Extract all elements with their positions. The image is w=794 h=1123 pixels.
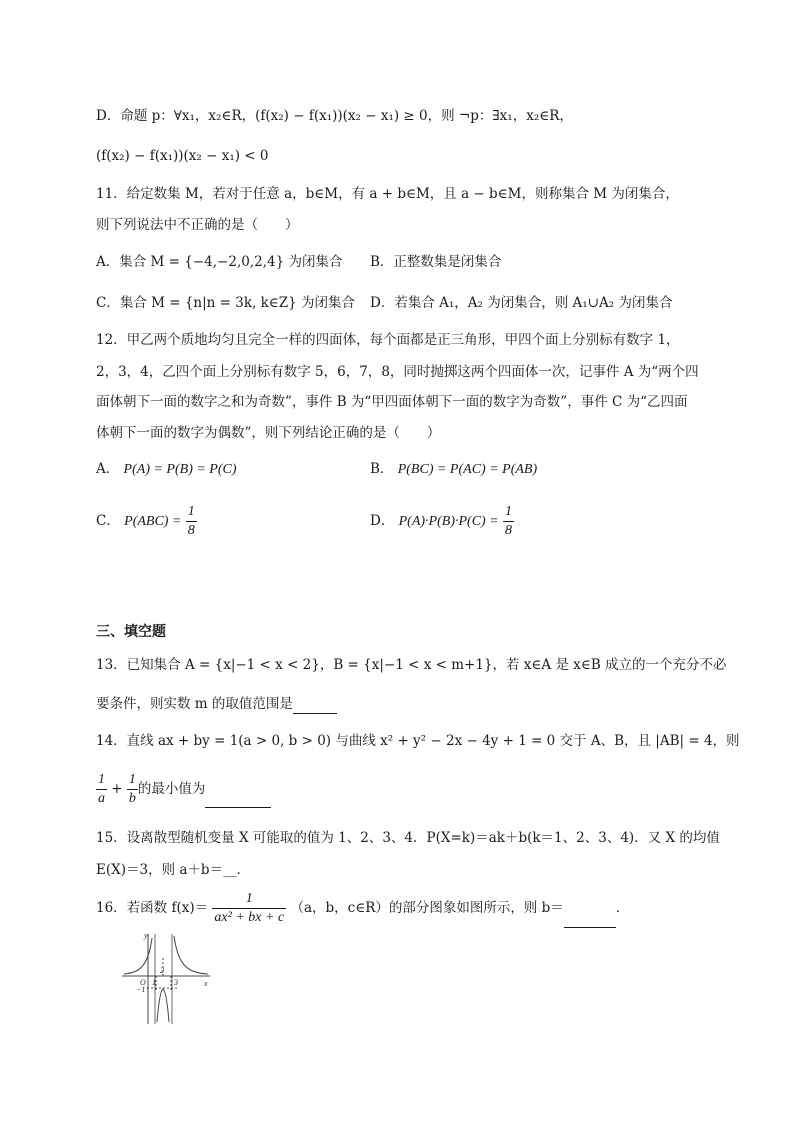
answer-blank bbox=[293, 699, 337, 714]
answer-blank bbox=[205, 793, 271, 808]
fraction-numerator: 1 bbox=[127, 771, 138, 790]
q11-option-a: A．集合 M = {−4,−2,0,2,4} 为闭集合 bbox=[96, 254, 343, 270]
q16-fraction bbox=[212, 890, 286, 927]
q11-option-c: C．集合 M = {n|n = 3k, k∈Z} 为闭集合 bbox=[96, 295, 356, 311]
fraction-denominator: b bbox=[128, 791, 136, 806]
tick-1-label: 1 bbox=[152, 978, 156, 987]
q14-fraction-1b bbox=[127, 771, 138, 808]
q14-line2-text: 的最小值为 bbox=[137, 781, 206, 797]
q12-option-b-label: B． bbox=[370, 461, 394, 477]
q12-stem-line1: 12．甲乙两个质地均匀且完全一样的四面体，每个面都是正三角形，甲四个面上分别标有数字 1， bbox=[96, 332, 680, 348]
q14-line2 bbox=[96, 770, 271, 808]
q11-stem-line2: 则下列说法中不正确的是（ ） bbox=[96, 217, 299, 233]
q16-prefix: 16．若函数 f(x)＝ bbox=[96, 900, 209, 916]
q12-option-c-label: C． bbox=[96, 513, 120, 529]
q11-stem-line1: 11．给定数集 M，若对于任意 a，b∈M，有 a + b∈M，且 a − b∈M，则称集合 M 为闭集合， bbox=[96, 186, 679, 202]
q12-option-c-fraction bbox=[186, 503, 197, 540]
fraction-denominator: 8 bbox=[187, 523, 195, 538]
origin-label: O bbox=[140, 978, 146, 987]
q11-option-b: B．正整数集是闭集合 bbox=[370, 254, 502, 270]
fraction-numerator: 1 bbox=[212, 890, 286, 909]
tick-3-label: 3 bbox=[174, 978, 178, 987]
q12-option-d-expr: P(A)·P(B)·P(C) = bbox=[398, 514, 499, 529]
curve-middle bbox=[157, 989, 169, 1022]
x-axis-label: x bbox=[204, 979, 208, 988]
q12-option-d-label: D． bbox=[370, 513, 395, 529]
q13-line2 bbox=[96, 694, 337, 714]
q10-option-d-line2: (f(x₂) − f(x₁))(x₂ − x₁) < 0 bbox=[96, 148, 269, 164]
q12-option-a bbox=[96, 459, 237, 480]
q14-line1: 14．直线 ax + by = 1(a > 0, b > 0) 与曲线 x² + y² − 2x − 4y + 1 = 0 交于 A、B，且 |AB| = 4，则 bbox=[96, 733, 740, 749]
q12-stem-line2: 2，3，4，乙四个面上分别标有数字 5，6，7，8，同时抛掷这两个四面体一次，记事件 A 为“两个四 bbox=[96, 364, 699, 380]
y-axis-label: y bbox=[144, 931, 148, 940]
function-graph bbox=[118, 928, 228, 1028]
tick-neg1-label: −1 bbox=[136, 985, 146, 994]
answer-blank bbox=[564, 913, 616, 928]
section-title: 三、填空题 bbox=[96, 624, 166, 640]
fraction-numerator: 1 bbox=[186, 503, 197, 522]
q10-option-d-line1: D．命题 p：∀x₁，x₂∈R，(f(x₂) − f(x₁))(x₂ − x₁) ≥ 0，则 ¬p：∃x₁，x₂∈R， bbox=[96, 108, 573, 124]
fraction-denominator: 8 bbox=[504, 523, 512, 538]
q15-line2: E(X)＝3，则 a＋b＝__． bbox=[96, 862, 251, 878]
q16-suffix: （a，b，c∈R）的部分图象如图所示，则 b＝ bbox=[290, 900, 564, 916]
tick-2-label: 2 bbox=[160, 966, 164, 975]
q15-line1: 15．设离散型随机变量 X 可能取的值为 1、2、3、4．P(X=k)＝ak＋b(k＝1、2、3、4)．又 X 的均值 bbox=[96, 830, 720, 846]
fraction-numerator: 1 bbox=[503, 503, 514, 522]
q12-option-b-expr: P(BC) = P(AC) = P(AB) bbox=[397, 462, 538, 477]
plus-sign: + bbox=[111, 781, 123, 797]
fraction-numerator: 1 bbox=[96, 771, 107, 790]
q12-option-d-fraction bbox=[503, 503, 514, 540]
q12-option-c bbox=[96, 502, 197, 541]
q14-fraction-1a bbox=[96, 771, 107, 808]
q12-option-a-expr: P(A) = P(B) = P(C) bbox=[123, 462, 237, 477]
q12-option-c-expr: P(ABC) = bbox=[124, 514, 182, 529]
q12-option-b bbox=[370, 459, 537, 480]
q16-line bbox=[96, 888, 629, 928]
fraction-denominator: ax² + bx + c bbox=[214, 910, 285, 925]
q12-option-a-label: A． bbox=[96, 461, 120, 477]
curve-right bbox=[174, 936, 208, 974]
q13-line2-text: 要条件，则实数 m 的取值范围是 bbox=[96, 696, 293, 712]
q12-stem-line4: 体朝下一面的数字为偶数”，则下列结论正确的是（ ） bbox=[96, 425, 441, 441]
fraction-denominator: a bbox=[98, 791, 105, 806]
q12-stem-line3: 面体朝下一面的数字之和为奇数”，事件 B 为“甲四面体朝下一面的数字为奇数”，事件 C 为“乙四面 bbox=[96, 394, 688, 410]
q12-option-d bbox=[370, 502, 514, 541]
q13-line1: 13．已知集合 A = {x|−1 < x < 2}，B = {x|−1 < x < m+1}，若 x∈A 是 x∈B 成立的一个充分不必 bbox=[96, 657, 727, 673]
q16-end: ． bbox=[615, 900, 630, 916]
q11-option-d: D．若集合 A₁，A₂ 为闭集合，则 A₁∪A₂ 为闭集合 bbox=[370, 295, 673, 311]
